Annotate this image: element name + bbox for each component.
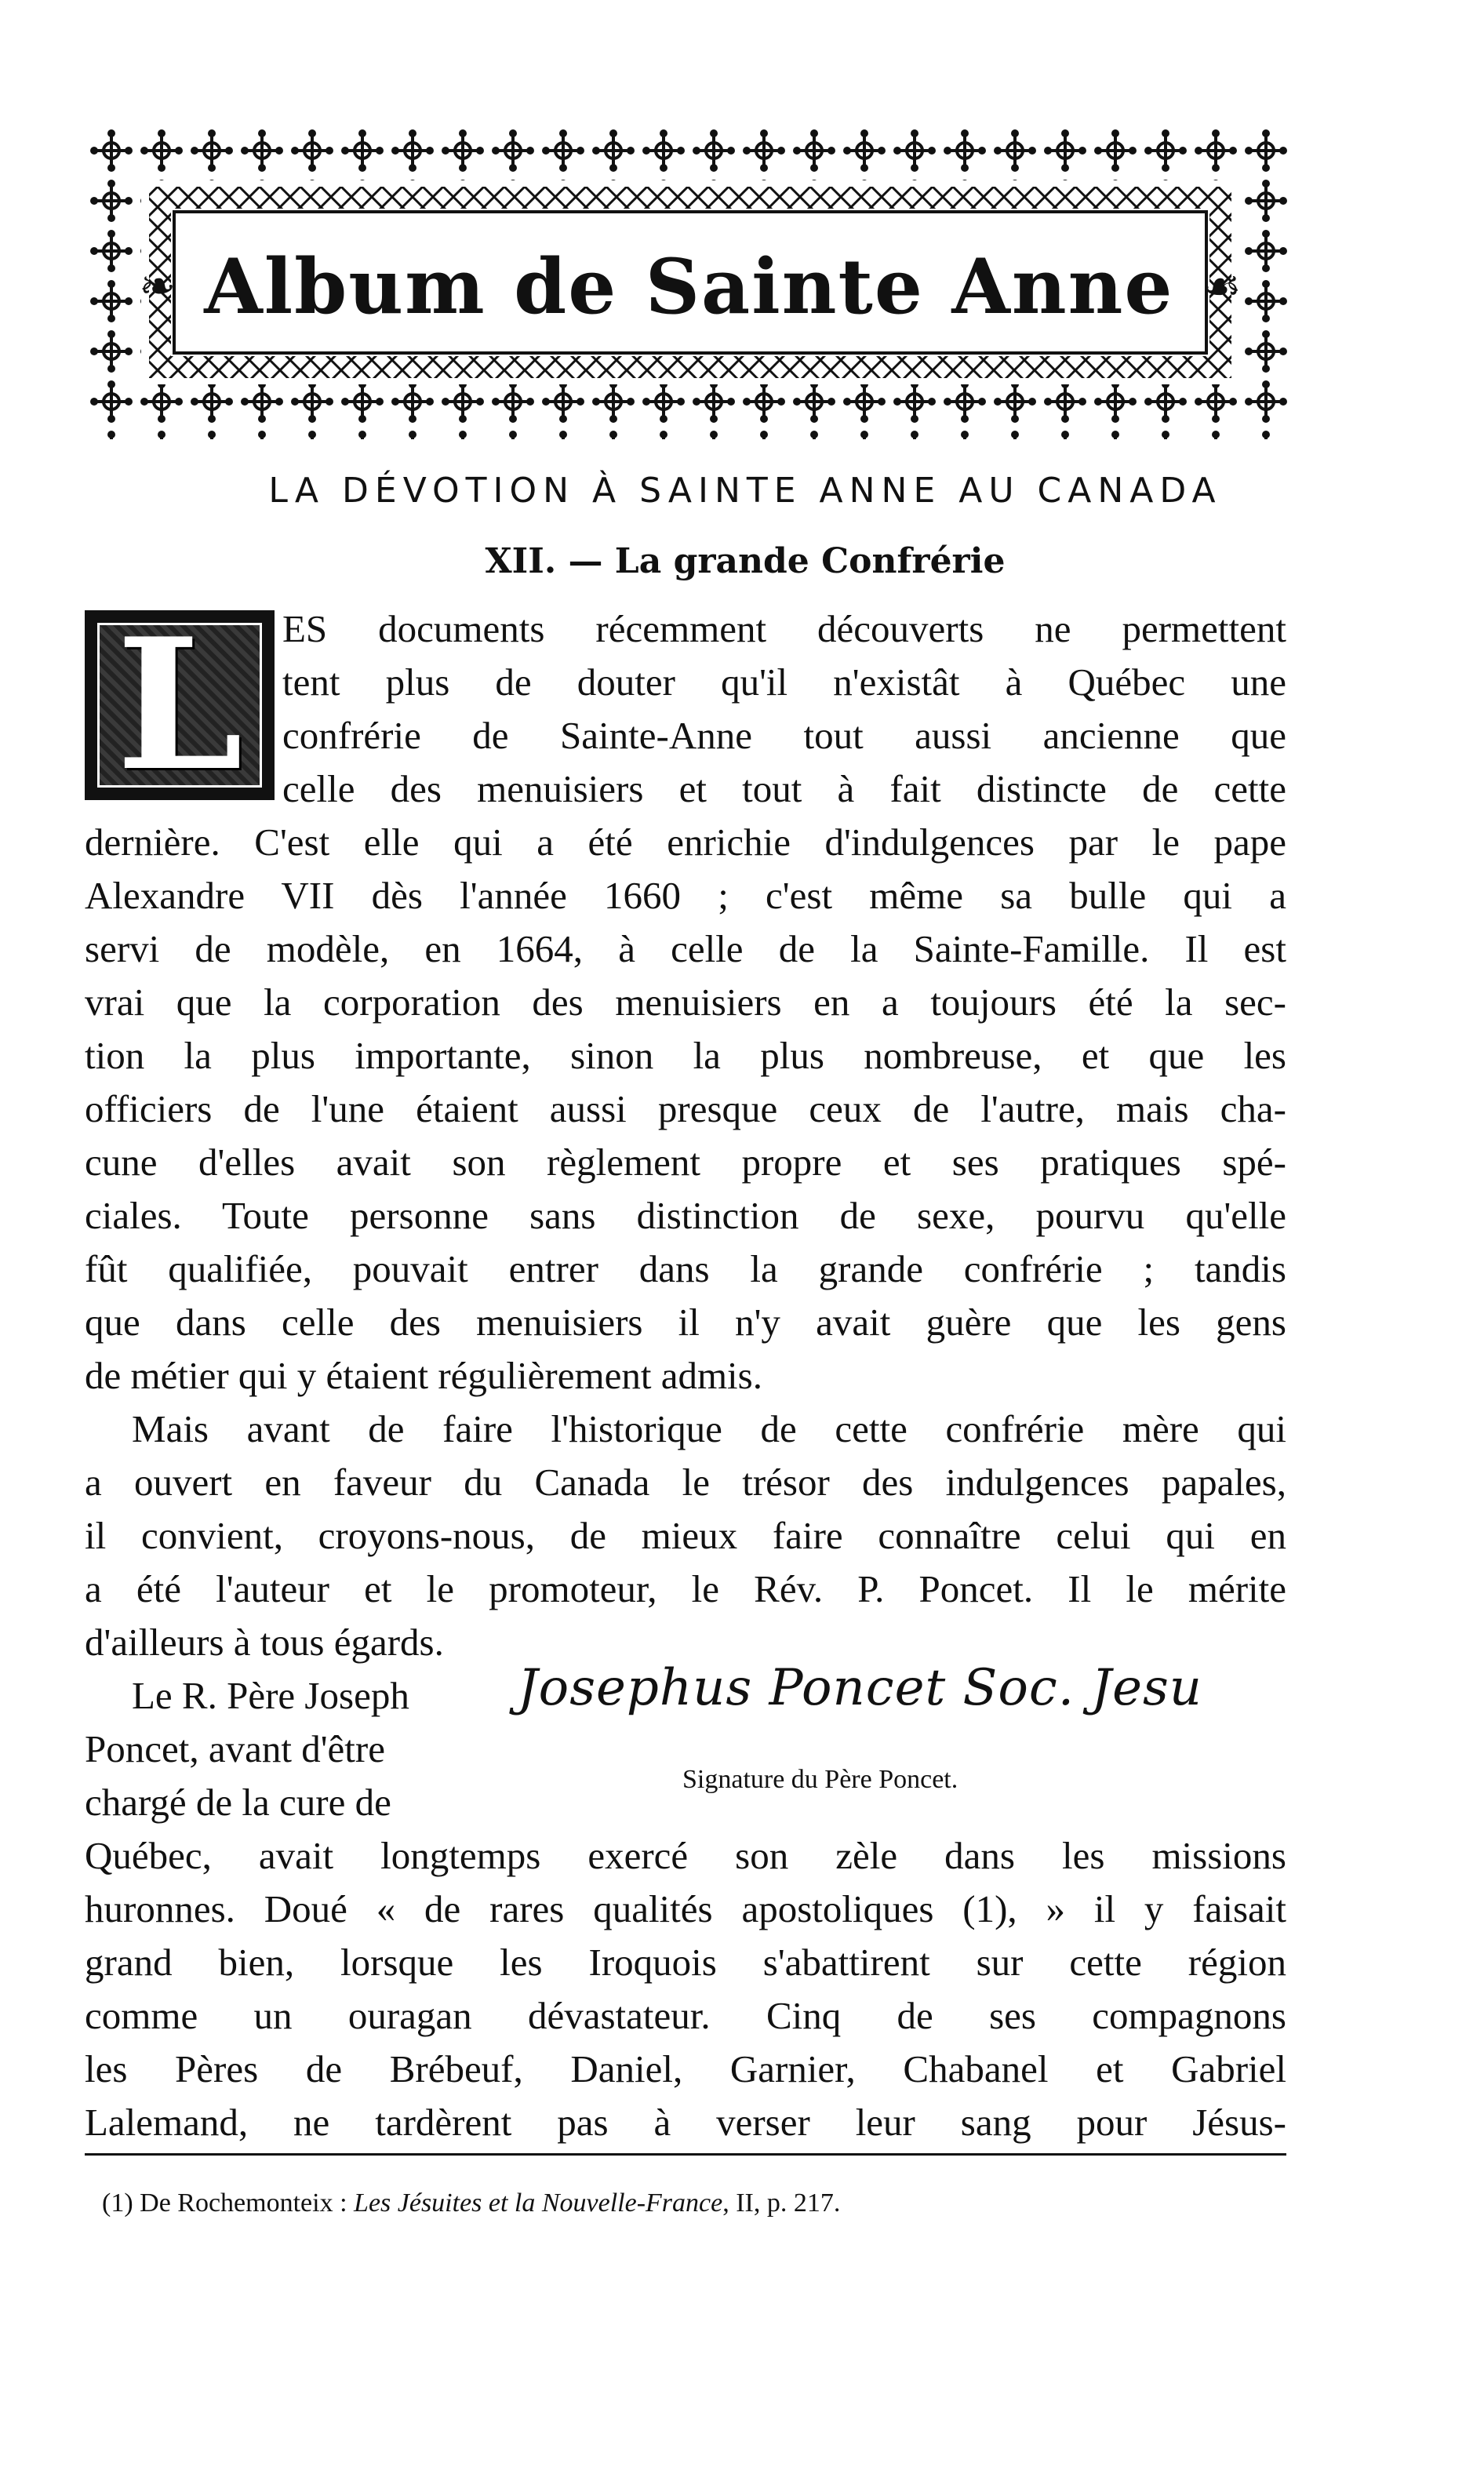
signature: Josephus Poncet Soc. Jesu (518, 1659, 1202, 1717)
footnote-prefix: (1) De Rochemonteix : (102, 2188, 347, 2218)
text-line: Le R. Père Joseph (132, 1674, 409, 1717)
right-flourish-icon: ☙ (1202, 260, 1242, 312)
text-line: Poncet, avant d'être (85, 1727, 385, 1770)
text-line: il convient, croyons-nous, de mieux faire connaître celui qui en (85, 1514, 1286, 1557)
text-line: ciales. Toute personne sans distinction de sexe, pourvu qu'elle (85, 1194, 1286, 1237)
footnote-divider (85, 2153, 1286, 2156)
footnote (102, 2188, 840, 2218)
text-line: cune d'elles avait son règlement propre et ses pratiques spé- (85, 1141, 1286, 1184)
album-title: Album de Sainte Anne (204, 242, 1174, 331)
text-line: tion la plus importante, sinon la plus nombreuse, et que les (85, 1034, 1286, 1077)
drop-cap-letter: L (116, 599, 243, 811)
footnote-suffix: , II, p. 217. (722, 2188, 841, 2218)
text-line: Mais avant de faire l'historique de cette confrérie mère qui (132, 1407, 1286, 1450)
text-line: les Pères de Brébeuf, Daniel, Garnier, Chabanel et Gabriel (85, 2047, 1286, 2090)
text-line: Québec, avait longtemps exercé son zèle dans les missions (85, 1834, 1286, 1877)
section-heading: LA DÉVOTION À SAINTE ANNE AU CANADA (268, 471, 1222, 511)
chapter-title: XII. — La grande Confrérie (485, 541, 1006, 581)
drop-cap (85, 599, 275, 811)
text-line: Alexandre VII dès l'année 1660 ; c'est même sa bulle qui a (85, 874, 1286, 917)
text-line: comme un ouragan dévastateur. Cinq de ses compagnons (85, 1994, 1286, 2037)
text-line: fût qualifiée, pouvait entrer dans la grande confrérie ; tandis (85, 1247, 1286, 1290)
text-line: celle des menuisiers et tout à fait distincte de cette (282, 767, 1286, 810)
text-line: grand bien, lorsque les Iroquois s'abattirent sur cette région (85, 1941, 1286, 1984)
ornamental-banner (86, 126, 1294, 439)
text-line: Lalemand, ne tardèrent pas à verser leur sang pour Jésus- (85, 2101, 1286, 2144)
footnote-title: Les Jésuites et la Nouvelle-France (354, 2188, 723, 2218)
text-line: que dans celle des menuisiers il n'y avait guère que les gens (85, 1301, 1286, 1344)
text-line: officiers de l'une étaient aussi presque ceux de l'autre, mais cha- (85, 1087, 1286, 1130)
text-line: vrai que la corporation des menuisiers en a toujours été la sec- (85, 981, 1286, 1024)
text-line: d'ailleurs à tous égards. (85, 1621, 444, 1664)
text-line: de métier qui y étaient régulièrement admis. (85, 1354, 762, 1397)
text-line: a été l'auteur et le promoteur, le Rév. P. Poncet. Il le mérite (85, 1567, 1286, 1610)
text-line: tent plus de douter qu'il n'existât à Québec une (282, 660, 1286, 704)
left-flourish-icon: ❧ (139, 260, 176, 312)
text-line: dernière. C'est elle qui a été enrichie d'indulgences par le pape (85, 820, 1286, 864)
text-line: servi de modèle, en 1664, à celle de la Sainte-Famille. Il est (85, 927, 1286, 970)
text-line: huronnes. Doué « de rares qualités apostoliques (1), » il y faisait (85, 1887, 1286, 1930)
text-line: a ouvert en faveur du Canada le trésor des indulgences papales, (85, 1461, 1286, 1504)
banner-title-row (86, 243, 1294, 329)
text-line: ES documents récemment découverts ne permettent (282, 607, 1286, 650)
drop-cap-frame (97, 599, 262, 811)
text-line: chargé de la cure de (85, 1781, 391, 1824)
text-line: confrérie de Sainte-Anne tout aussi ancienne que (282, 714, 1286, 757)
signature-caption: Signature du Père Poncet. (682, 1765, 958, 1794)
